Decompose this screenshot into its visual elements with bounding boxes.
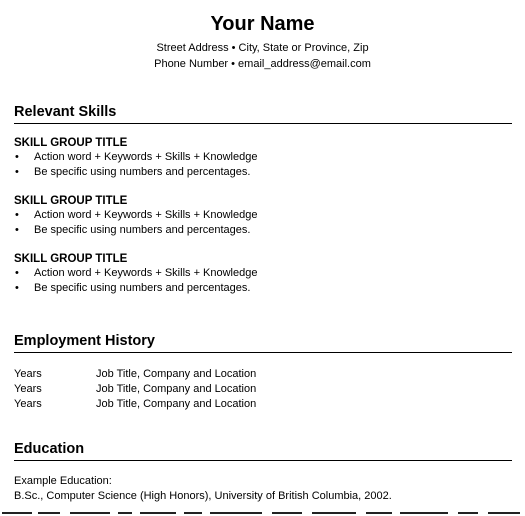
job-title: Job Title, Company and Location [96,398,257,410]
address-line: Street Address • City, State or Province, Zip [156,42,369,54]
bullet-item: • Be specific using numbers and percentages. [15,166,251,178]
education-section [14,440,512,504]
contact-line: Phone Number • email_address@email.com [154,58,371,70]
skill-group [14,194,512,238]
bullet-icon: • [15,209,19,221]
section-title-skills: Relevant Skills [14,104,117,120]
job-years: Years [14,398,42,410]
skill-group-title: SKILL GROUP TITLE [14,195,128,207]
cropped-text-fragment [0,511,525,515]
bullet-icon: • [15,151,19,163]
bullet-item: • Be specific using numbers and percentages. [15,224,251,236]
job-title: Job Title, Company and Location [96,383,257,395]
skill-group-title: SKILL GROUP TITLE [14,253,128,265]
skill-group-title: SKILL GROUP TITLE [14,137,128,149]
job-row [14,397,512,412]
bullet-item: • Action word + Keywords + Skills + Knowledge [15,151,258,163]
job-row [14,367,512,382]
bullet-item: • Be specific using numbers and percentages. [15,282,251,294]
job-title: Job Title, Company and Location [96,368,257,380]
employment-section [14,332,512,412]
job-years: Years [14,383,42,395]
bullet-item: • Action word + Keywords + Skills + Knowledge [15,267,258,279]
job-years: Years [14,368,42,380]
bullet-icon: • [15,224,19,236]
section-title-education: Education [14,441,85,457]
bullet-item: • Action word + Keywords + Skills + Knowledge [15,209,258,221]
bullet-icon: • [15,282,19,294]
section-divider [14,352,512,353]
education-label: Example Education: [14,475,112,487]
education-degree: B.Sc., Computer Science (High Honors), University of British Columbia, 2002. [14,490,392,502]
skill-group [14,136,512,180]
skills-section [14,103,512,296]
skill-group [14,252,512,296]
section-divider [14,123,512,124]
section-divider [14,460,512,461]
bullet-icon: • [15,166,19,178]
bullet-icon: • [15,267,19,279]
job-row [14,382,512,397]
resume-name: Your Name [210,13,315,35]
section-title-employment: Employment History [14,333,155,349]
